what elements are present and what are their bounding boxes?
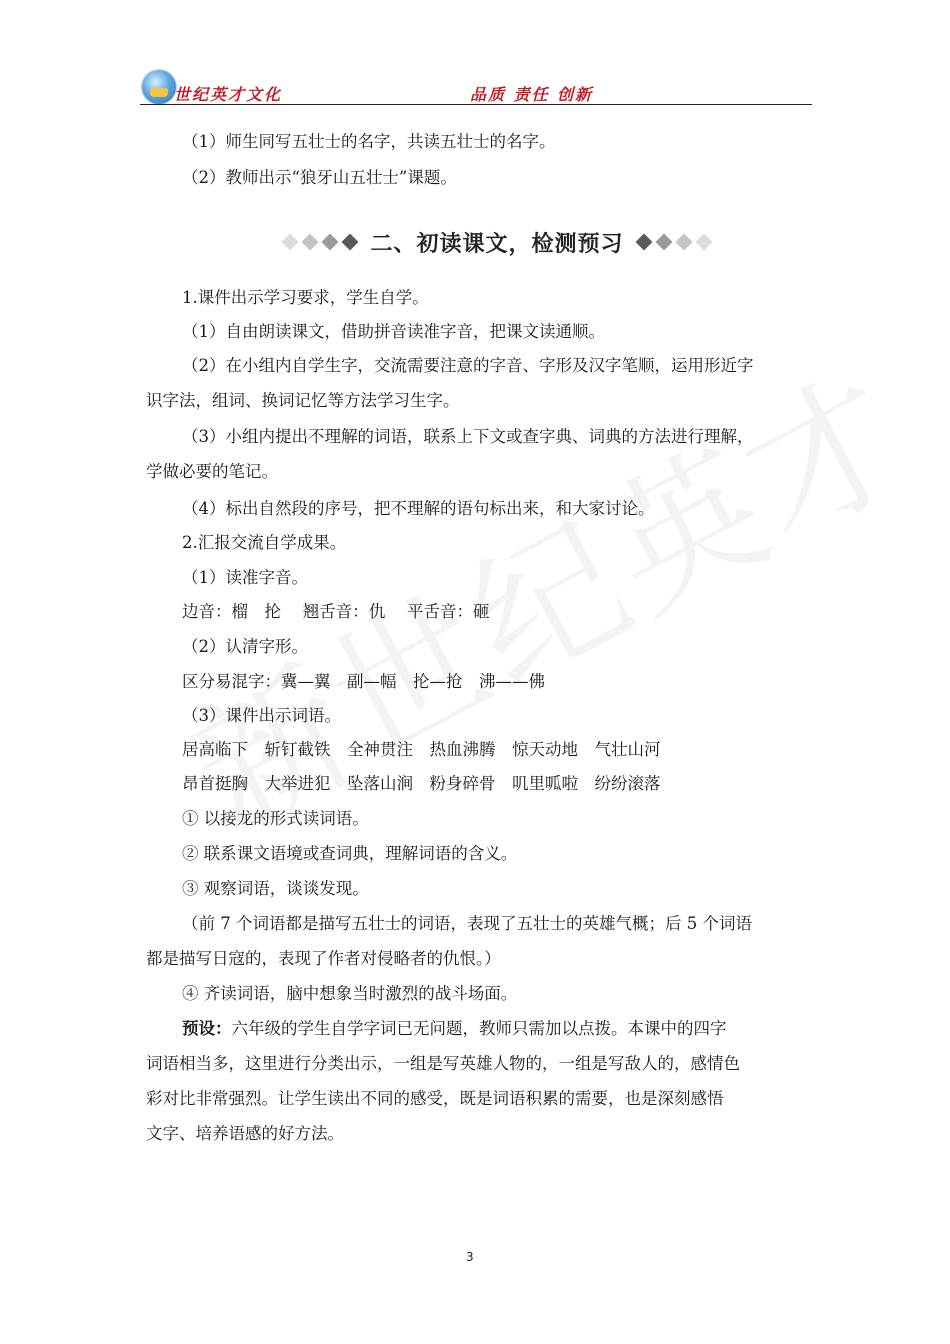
paragraph: [182, 1017, 727, 1041]
paragraph: ③ 观察词语，谈谈发现。: [182, 879, 369, 898]
paragraph: 识字法，组词、换词记忆等方法学习生字。: [146, 391, 460, 410]
page-header: [140, 66, 812, 106]
paragraph: ④ 齐读词语，脑中想象当时激烈的战斗场面。: [182, 984, 518, 1003]
diamond-icon: [302, 234, 319, 251]
paragraph: 2.汇报交流自学成果。: [182, 533, 347, 552]
diamond-icon: [695, 234, 712, 251]
left-diamond-dots: [284, 236, 356, 248]
paragraph: （2）认清字形。: [182, 637, 308, 656]
paragraph: 都是描写日寇的，表现了作者对侵略者的仇恨。）: [146, 949, 501, 968]
paragraph: ② 联系课文语境或查词典，理解词语的含义。: [182, 844, 518, 863]
diamond-icon: [675, 234, 692, 251]
paragraph: （3）小组内提出不理解的词语，联系上下文或查字典、词典的方法进行理解，: [182, 427, 754, 446]
preset-label: 预设：: [182, 1019, 232, 1038]
paragraph: （1）读准字音。: [182, 568, 308, 587]
preset-text: 六年级的学生自学字词已无问题，教师只需加以点拨。本课中的四字: [231, 1019, 727, 1038]
paragraph: 文字、培养语感的好方法。: [146, 1124, 344, 1143]
paragraph: （2）教师出示“狼牙山五壮士”课题。: [182, 168, 457, 187]
book-icon: [150, 88, 168, 97]
paragraph: （3）课件出示词语。: [182, 706, 341, 725]
paragraph: 学做必要的笔记。: [146, 462, 278, 481]
section-title: 二、初读课文，检测预习: [370, 231, 624, 257]
paragraph: 边音：榴 抡 翘舌音：仇 平舌音：砸: [182, 602, 490, 621]
section-heading: [232, 222, 762, 262]
brand-name: 世纪英才文化: [174, 85, 283, 104]
paragraph: 区分易混字：冀—翼 副—幅 抡—抢 沸——佛: [182, 672, 545, 691]
paragraph: （1）自由朗读课文，借助拼音读准字音，把课文读通顺。: [182, 322, 605, 341]
paragraph: （前 7 个词语都是描写五壮士的词语，表现了五壮士的英雄气概；后 5 个词语: [182, 914, 752, 933]
header-divider: [140, 104, 812, 105]
logo-globe-icon: [142, 70, 176, 104]
diamond-icon: [342, 234, 359, 251]
paragraph: （4）标出自然段的序号，把不理解的语句标出来，和大家讨论。: [182, 499, 655, 518]
word-list: 居高临下 斩钉截铁 全神贯注 热血沸腾 惊天动地 气壮山河: [182, 740, 661, 759]
diamond-icon: [282, 234, 299, 251]
word-list: 昂首挺胸 大举进犯 坠落山涧 粉身碎骨 叽里呱啦 纷纷滚落: [182, 774, 661, 793]
paragraph: （2）在小组内自学生字，交流需要注意的字音、字形及汉字笔顺，运用形近字: [182, 356, 754, 375]
paragraph: ① 以接龙的形式读词语。: [182, 809, 369, 828]
right-diamond-dots: [638, 236, 710, 248]
paragraph: 彩对比非常强烈。让学生读出不同的感受，既是词语积累的需要，也是深刻感悟: [146, 1089, 724, 1108]
paragraph: 1.课件出示学习要求，学生自学。: [182, 288, 429, 307]
paragraph: 词语相当多，这里进行分类出示，一组是写英雄人物的，一组是写敌人的，感情色: [146, 1054, 740, 1073]
diamond-icon: [635, 234, 652, 251]
diamond-icon: [322, 234, 339, 251]
paragraph: （1）师生同写五壮士的名字，共读五壮士的名字。: [182, 132, 556, 151]
diamond-icon: [655, 234, 672, 251]
brand-slogan: 品质 责任 创新: [470, 85, 594, 104]
page-number: 3: [466, 1250, 474, 1264]
